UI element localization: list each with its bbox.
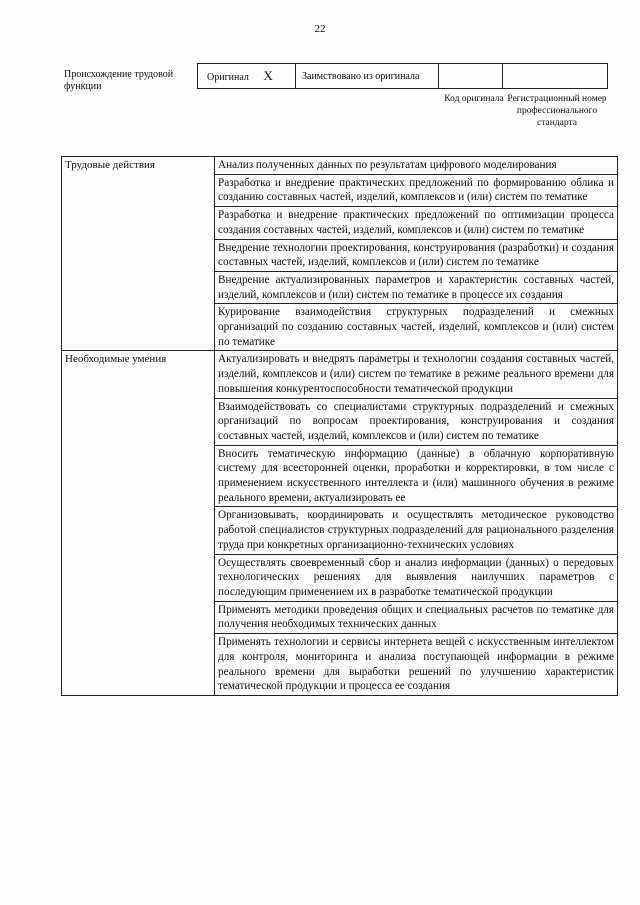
original-cell (198, 64, 296, 89)
list-item: Разработка и внедрение практических предложений по оптимизации процесса создания составных частей, изделий, комплексов и (или) систем по тематике (215, 207, 617, 239)
list-item: Взаимодействовать со специалистами структурных подразделений и смежных организаций по вопросам проектирования, конструирования и создания составных частей, изделий, комплексов и (или) систем по тематике (215, 399, 617, 446)
required-skills-list (215, 351, 618, 695)
list-item: Применять технологии и сервисы интернета вещей с искусственным интеллектом для контроля, мониторинга и анализа поступающей информации в режиме реального времени для выработки решений по улучшению характеристик тематической продукции и процесса ее создания (218, 636, 614, 693)
function-table (61, 156, 618, 696)
labor-actions-row (62, 157, 618, 351)
borrowed-label: Заимствовано из оригинала (302, 70, 420, 82)
labor-actions-list (215, 157, 618, 351)
list-item: Осуществлять своевременный сбор и анализ информации (данных) о передовых технологических решениях для выявления наилучших параметров с последующим применением их в разработке тематической продукции (215, 555, 617, 602)
list-item: Организовывать, координировать и осуществлять методическое руководство работой специалистов структурных подразделений для рационального разделения труда при конкретных организационно-технических условиях (215, 507, 617, 554)
list-item: Внедрение технологии проектирования, конструирования (разработки) и создания составных частей, изделий, комплексов и (или) систем по тематике (215, 240, 617, 272)
required-skills-row (62, 351, 618, 695)
original-label: Оригинал (207, 72, 249, 83)
code-original-caption: Код оригинала (444, 94, 504, 104)
registration-number-cell (503, 64, 608, 89)
list-item: Разработка и внедрение практических предложений по формированию облика и созданию составных частей, изделий, комплексов и (или) систем по тематике (215, 175, 617, 207)
list-item: Применять методики проведения общих и специальных расчетов по тематике для получения необходимых технических данных (215, 602, 617, 634)
original-mark: X (263, 68, 273, 83)
list-item: Курирование взаимодействия структурных подразделений и смежных организаций по созданию составных частей, изделий, комплексов и (или) систем по тематике (218, 306, 614, 348)
list-item: Анализ полученных данных по результатам цифрового моделирования (215, 157, 617, 175)
borrowed-cell (296, 64, 439, 89)
page-number: 22 (314, 23, 326, 35)
list-item: Вносить тематическую информацию (данные) в облачную корпоративную систему для всесторонней оценки, проработки и корректировки, в том числе с применением искусственного интеллекта и (или) машинного обучения в режиме реального времени, актуализировать ее (215, 446, 617, 508)
labor-actions-header: Трудовые действия (62, 157, 215, 351)
origin-label: Происхождение трудовой функции (64, 69, 174, 92)
code-original-cell (439, 64, 503, 89)
registration-number-caption: Регистрационный номер профессионального стандарта (507, 94, 607, 128)
required-skills-header: Необходимые умения (62, 351, 215, 695)
list-item: Актуализировать и внедрять параметры и технологии создания составных частей, изделий, комплексов и (или) систем по тематике в режиме реального времени для повышения конкурентоспособности тематической продукции (215, 351, 617, 398)
list-item: Внедрение актуализированных параметров и характеристик составных частей, изделий, комплексов и (или) систем по тематике в процессе их создания (215, 272, 617, 304)
origin-table (197, 63, 608, 89)
